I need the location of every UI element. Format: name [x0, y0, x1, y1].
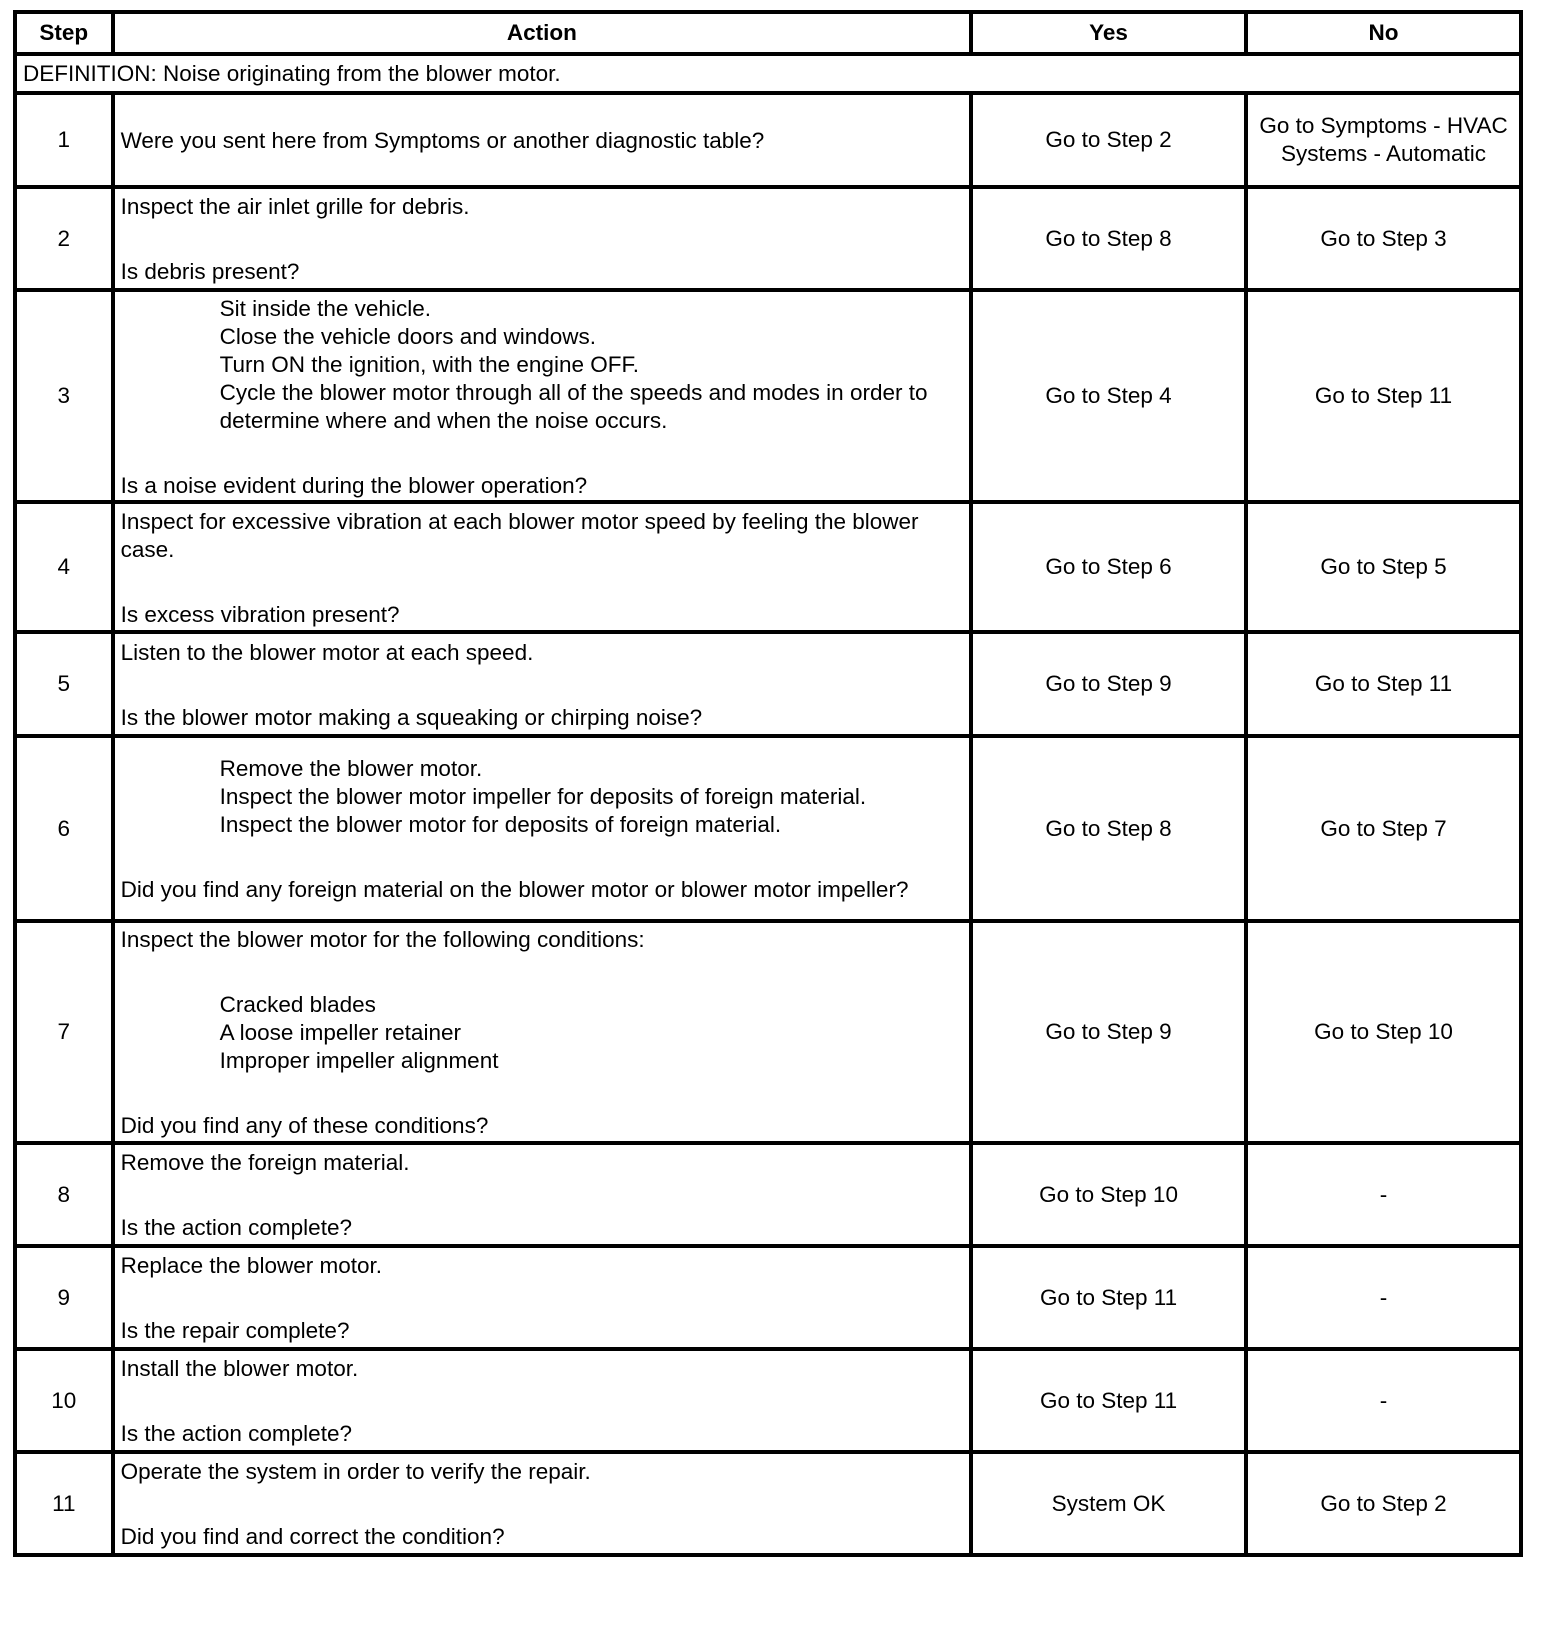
action-question: Is a noise evident during the blower operation?	[120, 472, 588, 498]
action-question: Is the blower motor making a squeaking or chirping noise?	[120, 704, 703, 730]
step-number: 2	[15, 187, 113, 290]
yes-result: Go to Step 8	[971, 187, 1246, 290]
action-question: Is the repair complete?	[120, 1318, 350, 1343]
action-question: Is excess vibration present?	[120, 601, 400, 627]
spacer	[121, 1280, 963, 1317]
step-number: 3	[15, 290, 113, 502]
action-cell	[113, 502, 971, 632]
no-result: Go to Step 11	[1246, 632, 1521, 736]
definition-text: DEFINITION: Noise originating from the blower motor.	[15, 54, 1521, 93]
action-intro: Inspect the blower motor for the following conditions:	[120, 927, 645, 952]
step-number: 10	[15, 1349, 113, 1452]
step-number: 7	[15, 921, 113, 1143]
action-step-item: Turn ON the ignition, with the engine OFF.	[219, 351, 639, 377]
step-number: 9	[15, 1246, 113, 1349]
action-step-item: Remove the blower motor.	[219, 756, 483, 781]
no-result: Go to Step 3	[1246, 187, 1521, 290]
spacer	[121, 1383, 963, 1420]
table-row	[15, 290, 1521, 502]
yes-result: Go to Step 10	[971, 1143, 1246, 1246]
action-step-item: Sit inside the vehicle.	[219, 295, 431, 321]
spacer	[121, 435, 963, 472]
spacer	[121, 1177, 963, 1214]
action-question: Is the action complete?	[120, 1421, 352, 1446]
header-step: Step	[15, 12, 113, 54]
action-question: Did you find any foreign material on the blower motor or blower motor impeller?	[120, 877, 909, 902]
table-row	[15, 502, 1521, 632]
no-result: Go to Step 11	[1246, 290, 1521, 502]
spacer	[121, 954, 963, 991]
step-number: 1	[15, 93, 113, 187]
action-step-item: Close the vehicle doors and windows.	[219, 323, 597, 349]
yes-result: Go to Step 8	[971, 736, 1246, 921]
yes-result: Go to Step 2	[971, 93, 1246, 187]
action-intro: Remove the foreign material.	[120, 1150, 410, 1175]
spacer	[121, 221, 963, 258]
action-intro: Inspect the air inlet grille for debris.	[120, 194, 470, 219]
action-cell	[113, 1452, 971, 1555]
step-number: 11	[15, 1452, 113, 1555]
action-step-item: Inspect the blower motor for deposits of foreign material.	[219, 812, 782, 837]
action-intro: Operate the system in order to verify the repair.	[120, 1459, 591, 1484]
no-result: Go to Symptoms - HVAC Systems - Automatic	[1246, 93, 1521, 187]
table-row	[15, 187, 1521, 290]
action-cell	[113, 1143, 971, 1246]
definition-row	[15, 54, 1521, 93]
step-number: 4	[15, 502, 113, 632]
spacer	[121, 839, 963, 876]
table-row	[15, 1349, 1521, 1452]
action-step-item: Cracked blades	[219, 992, 376, 1017]
step-number: 6	[15, 736, 113, 921]
action-step-item: Cycle the blower motor through all of the speeds and modes in order to determine where and when the noise occurs.	[219, 379, 928, 433]
action-question: Is debris present?	[120, 259, 300, 284]
table-row	[15, 921, 1521, 1143]
action-intro: Replace the blower motor.	[120, 1253, 382, 1278]
header-row	[15, 12, 1521, 54]
yes-result: Go to Step 11	[971, 1246, 1246, 1349]
action-question: Did you find any of these conditions?	[120, 1113, 489, 1138]
action-intro: Install the blower motor.	[120, 1356, 359, 1381]
action-cell	[113, 187, 971, 290]
action-cell	[113, 736, 971, 921]
spacer	[121, 667, 963, 704]
step-number: 5	[15, 632, 113, 736]
action-cell	[113, 1349, 971, 1452]
table-row	[15, 1246, 1521, 1349]
yes-result: System OK	[971, 1452, 1246, 1555]
no-result: Go to Step 2	[1246, 1452, 1521, 1555]
action-intro: Listen to the blower motor at each speed.	[120, 639, 534, 665]
no-result: -	[1246, 1143, 1521, 1246]
action-step-item: Improper impeller alignment	[219, 1048, 499, 1073]
action-intro: Were you sent here from Symptoms or another diagnostic table?	[120, 128, 765, 153]
action-cell	[113, 93, 971, 187]
action-cell	[113, 921, 971, 1143]
table-row	[15, 632, 1521, 736]
yes-result: Go to Step 9	[971, 921, 1246, 1143]
table-row	[15, 93, 1521, 187]
header-no: No	[1246, 12, 1521, 54]
no-result: -	[1246, 1349, 1521, 1452]
table-row	[15, 736, 1521, 921]
spacer	[121, 1075, 963, 1112]
action-cell	[113, 290, 971, 502]
no-result: -	[1246, 1246, 1521, 1349]
spacer	[121, 564, 963, 601]
action-question: Did you find and correct the condition?	[120, 1524, 505, 1549]
header-yes: Yes	[971, 12, 1246, 54]
step-number: 8	[15, 1143, 113, 1246]
no-result: Go to Step 10	[1246, 921, 1521, 1143]
action-intro: Inspect for excessive vibration at each blower motor speed by feeling the blower case.	[120, 508, 919, 562]
action-cell	[113, 632, 971, 736]
no-result: Go to Step 7	[1246, 736, 1521, 921]
action-step-item: Inspect the blower motor impeller for deposits of foreign material.	[219, 784, 867, 809]
yes-result: Go to Step 4	[971, 290, 1246, 502]
table-row	[15, 1143, 1521, 1246]
action-cell	[113, 1246, 971, 1349]
action-question: Is the action complete?	[120, 1215, 352, 1240]
yes-result: Go to Step 6	[971, 502, 1246, 632]
yes-result: Go to Step 9	[971, 632, 1246, 736]
action-step-item: A loose impeller retainer	[219, 1020, 461, 1045]
header-action: Action	[113, 12, 971, 54]
spacer	[121, 1486, 963, 1523]
yes-result: Go to Step 11	[971, 1349, 1246, 1452]
table-row	[15, 1452, 1521, 1555]
diagnostic-table	[13, 10, 1523, 1557]
no-result: Go to Step 5	[1246, 502, 1521, 632]
